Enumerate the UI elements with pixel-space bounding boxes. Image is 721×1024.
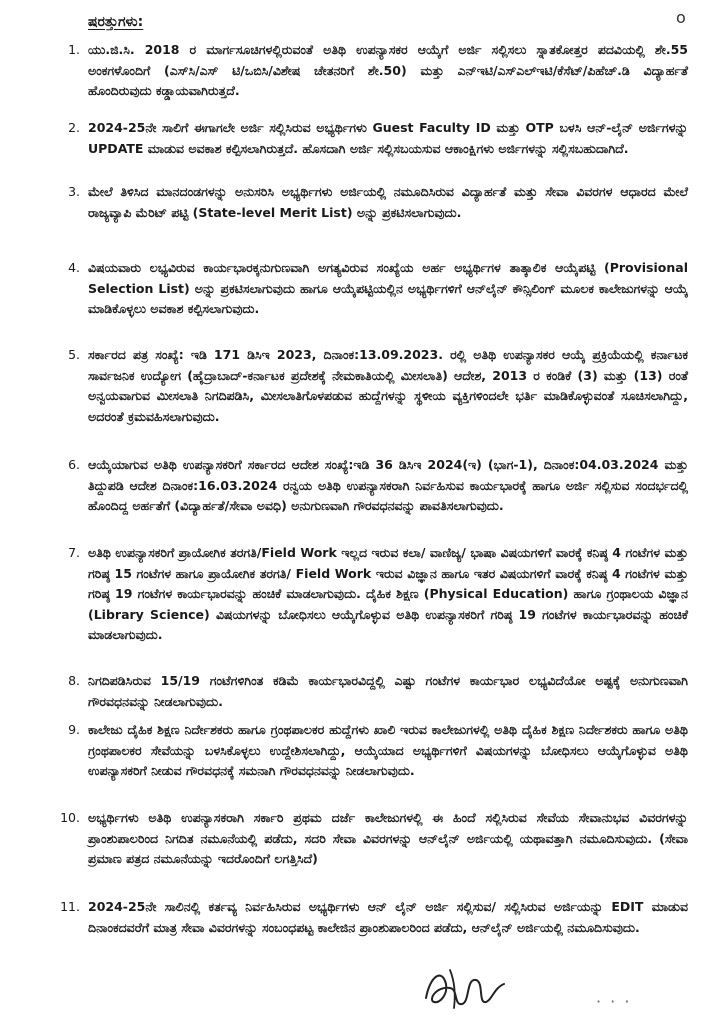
item-number: 7.: [68, 545, 80, 560]
item-number: 2.: [68, 120, 80, 135]
item-text: ಅಭ್ಯರ್ಥಿಗಳು ಅತಿಥಿ ಉಪನ್ಯಾಸಕರಾಗಿ ಸರ್ಕಾರಿ ಪ್ರಥಮ ದರ್ಜೆ ಕಾಲೇಜುಗಳಲ್ಲಿ ಈ ಹಿಂದೆ ಸಲ್ಲಿಸಿರುವ ಸೇವೆಯ ಸೇವಾನುಭವ ವಿವರಗಳನ್ನು ಪ್ರಾಂಶುಪಾಲರಿಂದ ನಿಗದಿತ ನಮೂನೆಯಲ್ಲಿ ಪಡೆದು, ಸದರಿ ಸೇವಾ ವಿವರಗಳನ್ನು ಆನ್‌ಲೈನ್ ಅರ್ಜಿಯಲ್ಲಿ ಯಥಾವತ್ತಾಗಿ ನಮೂದಿಸುವುದು. (ಸೇವಾ ಪ್ರಮಾಣ ಪತ್ರದ ನಮೂನೆಯನ್ನು ಇದರೊಂದಿಗೆ ಲಗತ್ತಿಸಿದೆ): [88, 810, 688, 866]
item-text: ಮೇಲೆ ತಿಳಿಸಿದ ಮಾನದಂಡಗಳನ್ನು ಅನುಸರಿಸಿ ಅಭ್ಯರ್ಥಿಗಳು ಅರ್ಜಿಯಲ್ಲಿ ನಮೂದಿಸಿರುವ ವಿದ್ಯಾರ್ಹತೆ ಮತ್ತು ಸೇವಾ ವಿವರಗಳ ಆಧಾರದ ಮೇಲೆ ರಾಜ್ಯವ್ಯಾಪಿ ಮೆರಿಟ್ ಪಟ್ಟಿ (State-level Merit List) ಅನ್ನು ಪ್ರಕಟಿಸಲಾಗುವುದು.: [88, 184, 688, 220]
item-text: ಸರ್ಕಾರದ ಪತ್ರ ಸಂಖ್ಯೆ: ಇಡಿ 171 ಡಿಸಿಇ 2023, ದಿನಾಂಕ:13.09.2023. ರಲ್ಲಿ ಅತಿಥಿ ಉಪನ್ಯಾಸಕರ ಆಯ್ಕೆ ಪ್ರಕ್ರಿಯೆಯಲ್ಲಿ ಕರ್ನಾಟಕ ಸಾರ್ವಜನಿಕ ಉದ್ಯೋಗ (ಹೈದ್ರಾಬಾದ್-ಕರ್ನಾಟಕ ಪ್ರದೇಶಕ್ಕೆ ನೇಮಕಾತಿಯಲ್ಲಿ ಮೀಸಲಾತಿ) ಆದೇಶ, 2013 ರ ಕಂಡಿಕೆ (3) ಮತ್ತು (13) ರಂತೆ ಅನ್ವಯವಾಗುವ ಮೀಸಲಾತಿ ನಿಗದಿಪಡಿಸಿ, ಮೀಸಲಾತಿಗೊಳಪಡುವ ಹುದ್ದೆಗಳನ್ನು ಸ್ಥಳೀಯ ವ್ಯಕ್ತಿಗಳಿಂದಲೇ ಭರ್ತಿ ಮಾಡಿಕೊಳ್ಳುವಂತೆ ಸೂಚಿಸಲಾಗಿದ್ದು, ಅದರಂತೆ ಕ್ರಮವಹಿಸಲಾಗುವುದು.: [88, 347, 688, 424]
scan-dots: · · ·: [596, 992, 632, 1011]
item-text: ನಿಗದಿಪಡಿಸಿರುವ 15/19 ಗಂಟೆಗಳಿಗಿಂತ ಕಡಿಮೆ ಕಾರ್ಯಭಾರವಿದ್ದಲ್ಲಿ ಎಷ್ಟು ಗಂಟೆಗಳ ಕಾರ್ಯಭಾರ ಲಭ್ಯವಿದೆಯೋ ಅಷ್ಟಕ್ಕೆ ಅನುಗುಣವಾಗಿ ಗೌರವಧನವನ್ನು ನೀಡಲಾಗುವುದು.: [88, 673, 688, 709]
item-number: 3.: [68, 184, 80, 199]
item-number: 6.: [68, 457, 80, 472]
item-number: 4.: [68, 260, 80, 275]
item-text: 2024-25ನೇ ಸಾಲಿಗೆ ಈಗಾಗಲೇ ಅರ್ಜಿ ಸಲ್ಲಿಸಿರುವ ಅಭ್ಯರ್ಥಿಗಳು Guest Faculty ID ಮತ್ತು OTP ಬಳಸಿ ಆನ್-ಲೈನ್ ಅರ್ಜಿಗಳನ್ನು UPDATE ಮಾಡುವ ಅವಕಾಶ ಕಲ್ಪಿಸಲಾಗಿರುತ್ತದೆ. ಹೊಸದಾಗಿ ಅರ್ಜಿ ಸಲ್ಲಿಸಬಯಸುವ ಆಕಾಂಕ್ಷಿಗಳು ಅರ್ಜಿಗಳನ್ನು ಸಲ್ಲಿಸಬಹುದಾಗಿದೆ.: [88, 120, 688, 156]
item-text: ಅತಿಥಿ ಉಪನ್ಯಾಸಕರಿಗೆ ಪ್ರಾಯೋಗಿಕ ತರಗತಿ/Field Work ಇಲ್ಲದ ಇರುವ ಕಲಾ/ ವಾಣಿಜ್ಯ/ ಭಾಷಾ ವಿಷಯಗಳಿಗೆ ವಾರಕ್ಕೆ ಕನಿಷ್ಠ 4 ಗಂಟೆಗಳ ಮತ್ತು ಗರಿಷ್ಠ 15 ಗಂಟೆಗಳ ಹಾಗೂ ಪ್ರಾಯೋಗಿಕ ತರಗತಿ/ Field Work ಇರುವ ವಿಜ್ಞಾನ ಹಾಗೂ ಇತರ ವಿಷಯಗಳಿಗೆ ವಾರಕ್ಕೆ ಕನಿಷ್ಠ 4 ಗಂಟೆಗಳ ಮತ್ತು ಗರಿಷ್ಠ 19 ಗಂಟೆಗಳ ಕಾರ್ಯಭಾರವನ್ನು ಹಂಚಿಕೆ ಮಾಡಲಾಗುವುದು. ದೈಹಿಕ ಶಿಕ್ಷಣ (Physical Education) ಹಾಗೂ ಗ್ರಂಥಾಲಯ ವಿಜ್ಞಾನ (Library Science) ವಿಷಯಗಳನ್ನು ಬೋಧಿಸಲು ಆಯ್ಕೆಗೊಳ್ಳುವ ಅತಿಥಿ ಉಪನ್ಯಾಸಕರಿಗೆ ಗರಿಷ್ಠ 19 ಗಂಟೆಗಳ ಕಾರ್ಯಭಾರವನ್ನು ಹಂಚಿಕೆ ಮಾಡಲಾಗುವುದು.: [88, 545, 688, 642]
item-text: ಕಾಲೇಜು ದೈಹಿಕ ಶಿಕ್ಷಣ ನಿರ್ದೇಶಕರು ಹಾಗೂ ಗ್ರಂಥಪಾಲಕರ ಹುದ್ದೆಗಳು ಖಾಲಿ ಇರುವ ಕಾಲೇಜುಗಳಲ್ಲಿ ಅತಿಥಿ ದೈಹಿಕ ಶಿಕ್ಷಣ ನಿರ್ದೇಶಕರು ಹಾಗೂ ಅತಿಥಿ ಗ್ರಂಥಪಾಲಕರ ಸೇವೆಯನ್ನು ಬಳಸಿಕೊಳ್ಳಲು ಉದ್ದೇಶಿಸಲಾಗಿದ್ದು, ಆಯ್ಕೆಯಾದ ಅಭ್ಯರ್ಥಿಗಳಿಗೆ ವಿಷಯಗಳನ್ನು ಬೋಧಿಸಲು ಆಯ್ಕೆಗೊಳ್ಳುವ ಅತಿಥಿ ಉಪನ್ಯಾಸಕರಿಗೆ ನೀಡುವ ಗೌರವಧನಕ್ಕೆ ಸಮನಾಗಿ ಗೌರವಧನವನ್ನು ನೀಡಲಾಗುವುದು.: [88, 722, 688, 778]
item-text: ವಿಷಯವಾರು ಲಭ್ಯವಿರುವ ಕಾರ್ಯಭಾರಕ್ಕನುಗುಣವಾಗಿ ಅಗತ್ಯವಿರುವ ಸಂಖ್ಯೆಯ ಅರ್ಹ ಅಭ್ಯರ್ಥಿಗಳ ತಾತ್ಕಾಲಿಕ ಆಯ್ಕೆಪಟ್ಟಿ (Provisional Selection List) ಅನ್ನು ಪ್ರಕಟಿಸಲಾಗುವುದು ಹಾಗೂ ಆಯ್ಕೆಪಟ್ಟಿಯಲ್ಲಿನ ಅಭ್ಯರ್ಥಿಗಳಿಗೆ ಆನ್‌ಲೈನ್ ಕೌನ್ಸಿಲಿಂಗ್ ಮೂಲಕ ಕಾಲೇಜುಗಳನ್ನು ಆಯ್ಕೆ ಮಾಡಿಕೊಳ್ಳಲು ಅವಕಾಶ ಕಲ್ಪಿಸಲಾಗುವುದು.: [88, 260, 688, 316]
item-number: 10.: [60, 810, 80, 825]
item-text: ಯು.ಜಿ.ಸಿ. 2018 ರ ಮಾರ್ಗಸೂಚಿಗಳಲ್ಲಿರುವಂತೆ ಅತಿಥಿ ಉಪನ್ಯಾಸಕರ ಆಯ್ಕೆಗೆ ಅರ್ಜಿ ಸಲ್ಲಿಸಲು ಸ್ನಾತಕೋತ್ತರ ಪದವಿಯಲ್ಲಿ ಶೇ.55 ಅಂಕಗಳೊಂದಿಗೆ (ಎಸ್‌ಸಿ/ಎಸ್ ಟಿ/ಒಬಿಸಿ/ವಿಶೇಷ ಚೇತನರಿಗೆ ಶೇ.50) ಮತ್ತು ಎನ್‌ಇಟಿ/ಎಸ್‌ಎಲ್‌ಇಟಿ/ಕೆಸೆಟ್/ಪಿಹೆಚ್.ಡಿ ವಿದ್ಯಾರ್ಹತೆ ಹೊಂದಿರುವುದು ಕಡ್ಡಾಯವಾಗಿರುತ್ತದೆ.: [88, 42, 688, 98]
item-text: 2024-25ನೇ ಸಾಲಿನಲ್ಲಿ ಕರ್ತವ್ಯ ನಿರ್ವಹಿಸಿರುವ ಅಭ್ಯರ್ಥಿಗಳು ಆನ್ ಲೈನ್ ಅರ್ಜಿ ಸಲ್ಲಿಸುವ/ ಸಲ್ಲಿಸಿರುವ ಅರ್ಜಿಯನ್ನು EDIT ಮಾಡುವ ದಿನಾಂಕದವರೆಗೆ ಮಾತ್ರ ಸೇವಾ ವಿವರಗಳನ್ನು ಸಂಬಂಧಪಟ್ಟ ಕಾಲೇಜಿನ ಪ್ರಾಂಶುಪಾಲರಿಂದ ಪಡೆದು, ಆನ್‌ಲೈನ್ ಅರ್ಜಿಯಲ್ಲಿ ನಮೂದಿಸುವುದು.: [88, 899, 688, 935]
item-number: 5.: [68, 347, 80, 362]
signature-image: [420, 958, 510, 1018]
item-number: 8.: [68, 673, 80, 688]
item-number: 9.: [68, 722, 80, 737]
corner-mark: o: [676, 8, 686, 27]
item-text: ಆಯ್ಕೆಯಾಗುವ ಅತಿಥಿ ಉಪನ್ಯಾಸಕರಿಗೆ ಸರ್ಕಾರದ ಆದೇಶ ಸಂಖ್ಯೆ:ಇಡಿ 36 ಡಿಸಿಇ 2024(ಇ) (ಭಾಗ-1), ದಿನಾಂಕ:04.03.2024 ಮತ್ತು ತಿದ್ದುಪಡಿ ಆದೇಶ ದಿನಾಂಕ:16.03.2024 ರನ್ವಯ ಅತಿಥಿ ಉಪನ್ಯಾಸಕರಾಗಿ ನಿರ್ವಹಿಸುವ ಕಾರ್ಯಭಾರಕ್ಕೆ ಹಾಗೂ ಅರ್ಜಿ ಸಲ್ಲಿಸುವ ಸಂದರ್ಭದಲ್ಲಿ ಹೊಂದಿದ್ದ ಅರ್ಹತೆಗೆ (ವಿದ್ಯಾರ್ಹತೆ/ಸೇವಾ ಅವಧಿ) ಅನುಗುಣವಾಗಿ ಗೌರವಧನವನ್ನು ಪಾವತಿಸಲಾಗುವುದು.: [88, 457, 688, 513]
conditions-heading: ಷರತ್ತುಗಳು:: [88, 14, 144, 30]
item-number: 1.: [68, 42, 80, 57]
item-number: 11.: [60, 899, 80, 914]
